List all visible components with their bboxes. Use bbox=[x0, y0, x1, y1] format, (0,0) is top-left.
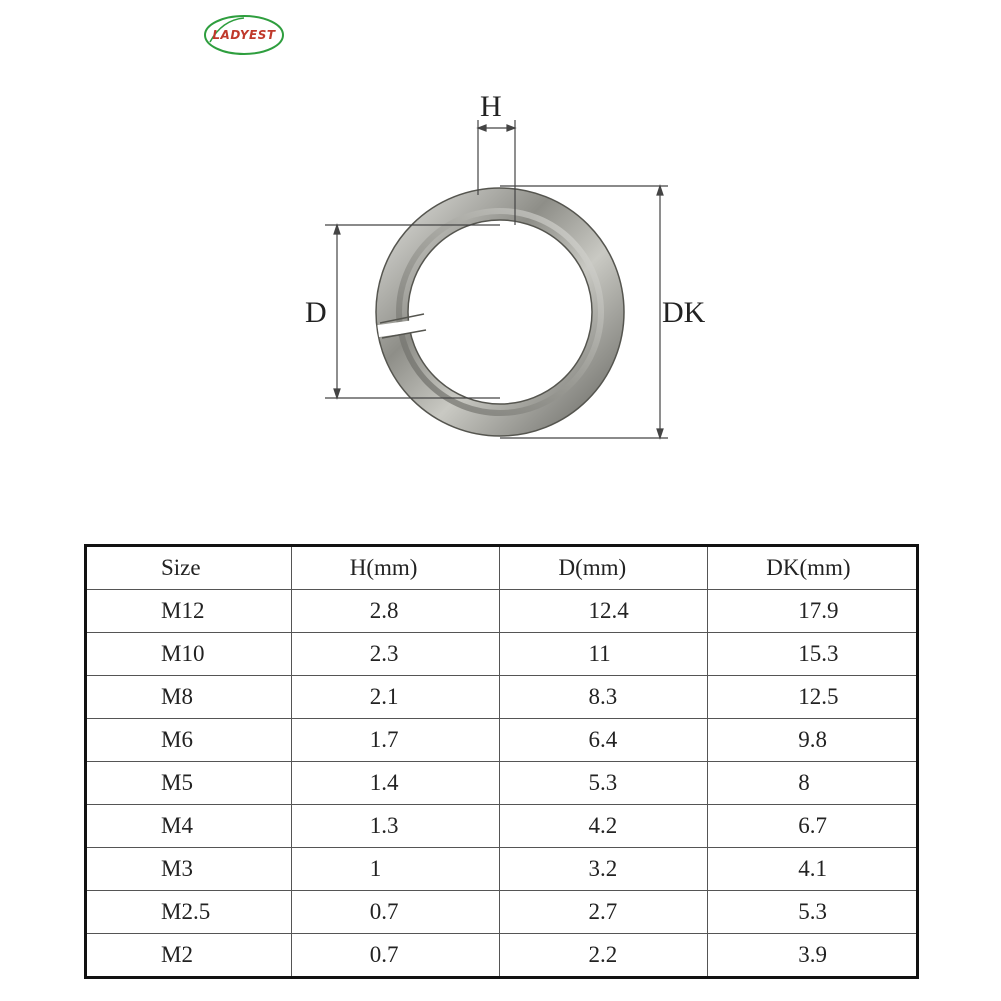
table-row bbox=[86, 633, 918, 676]
cell-size: M6 bbox=[86, 719, 292, 762]
cell-h: 2.8 bbox=[291, 590, 500, 633]
cell-d: 4.2 bbox=[500, 805, 708, 848]
cell-size: M10 bbox=[86, 633, 292, 676]
cell-d: 11 bbox=[500, 633, 708, 676]
table-row bbox=[86, 848, 918, 891]
cell-d: 6.4 bbox=[500, 719, 708, 762]
cell-h: 1.3 bbox=[291, 805, 500, 848]
cell-size: M2 bbox=[86, 934, 292, 978]
header-h: H(mm) bbox=[291, 546, 500, 590]
cell-dk: 9.8 bbox=[708, 719, 918, 762]
table-row bbox=[86, 590, 918, 633]
cell-h: 0.7 bbox=[291, 891, 500, 934]
cell-dk: 5.3 bbox=[708, 891, 918, 934]
cell-d: 8.3 bbox=[500, 676, 708, 719]
brand-logo-text: LADYEST bbox=[212, 28, 276, 42]
table-row bbox=[86, 762, 918, 805]
cell-d: 3.2 bbox=[500, 848, 708, 891]
h-dimension-label: H bbox=[480, 90, 502, 123]
cell-h: 0.7 bbox=[291, 934, 500, 978]
table-row bbox=[86, 805, 918, 848]
cell-dk: 8 bbox=[708, 762, 918, 805]
cell-size: M12 bbox=[86, 590, 292, 633]
cell-d: 2.7 bbox=[500, 891, 708, 934]
cell-h: 1.7 bbox=[291, 719, 500, 762]
table-row bbox=[86, 719, 918, 762]
cell-h: 1 bbox=[291, 848, 500, 891]
cell-h: 1.4 bbox=[291, 762, 500, 805]
cell-size: M4 bbox=[86, 805, 292, 848]
cell-d: 5.3 bbox=[500, 762, 708, 805]
cell-dk: 3.9 bbox=[708, 934, 918, 978]
cell-size: M3 bbox=[86, 848, 292, 891]
table-header-row bbox=[86, 546, 918, 590]
cell-h: 2.3 bbox=[291, 633, 500, 676]
cell-dk: 15.3 bbox=[708, 633, 918, 676]
cell-size: M5 bbox=[86, 762, 292, 805]
table-row bbox=[86, 891, 918, 934]
cell-dk: 17.9 bbox=[708, 590, 918, 633]
cell-d: 12.4 bbox=[500, 590, 708, 633]
cell-dk: 4.1 bbox=[708, 848, 918, 891]
header-d: D(mm) bbox=[500, 546, 708, 590]
header-size: Size bbox=[86, 546, 292, 590]
cell-dk: 12.5 bbox=[708, 676, 918, 719]
table-row bbox=[86, 934, 918, 978]
header-dk: DK(mm) bbox=[708, 546, 918, 590]
cell-size: M2.5 bbox=[86, 891, 292, 934]
cell-size: M8 bbox=[86, 676, 292, 719]
cell-dk: 6.7 bbox=[708, 805, 918, 848]
cell-d: 2.2 bbox=[500, 934, 708, 978]
dk-dimension-label: DK bbox=[662, 296, 706, 329]
table-row bbox=[86, 676, 918, 719]
spec-table bbox=[84, 544, 919, 979]
cell-h: 2.1 bbox=[291, 676, 500, 719]
d-dimension-label: D bbox=[305, 296, 327, 329]
